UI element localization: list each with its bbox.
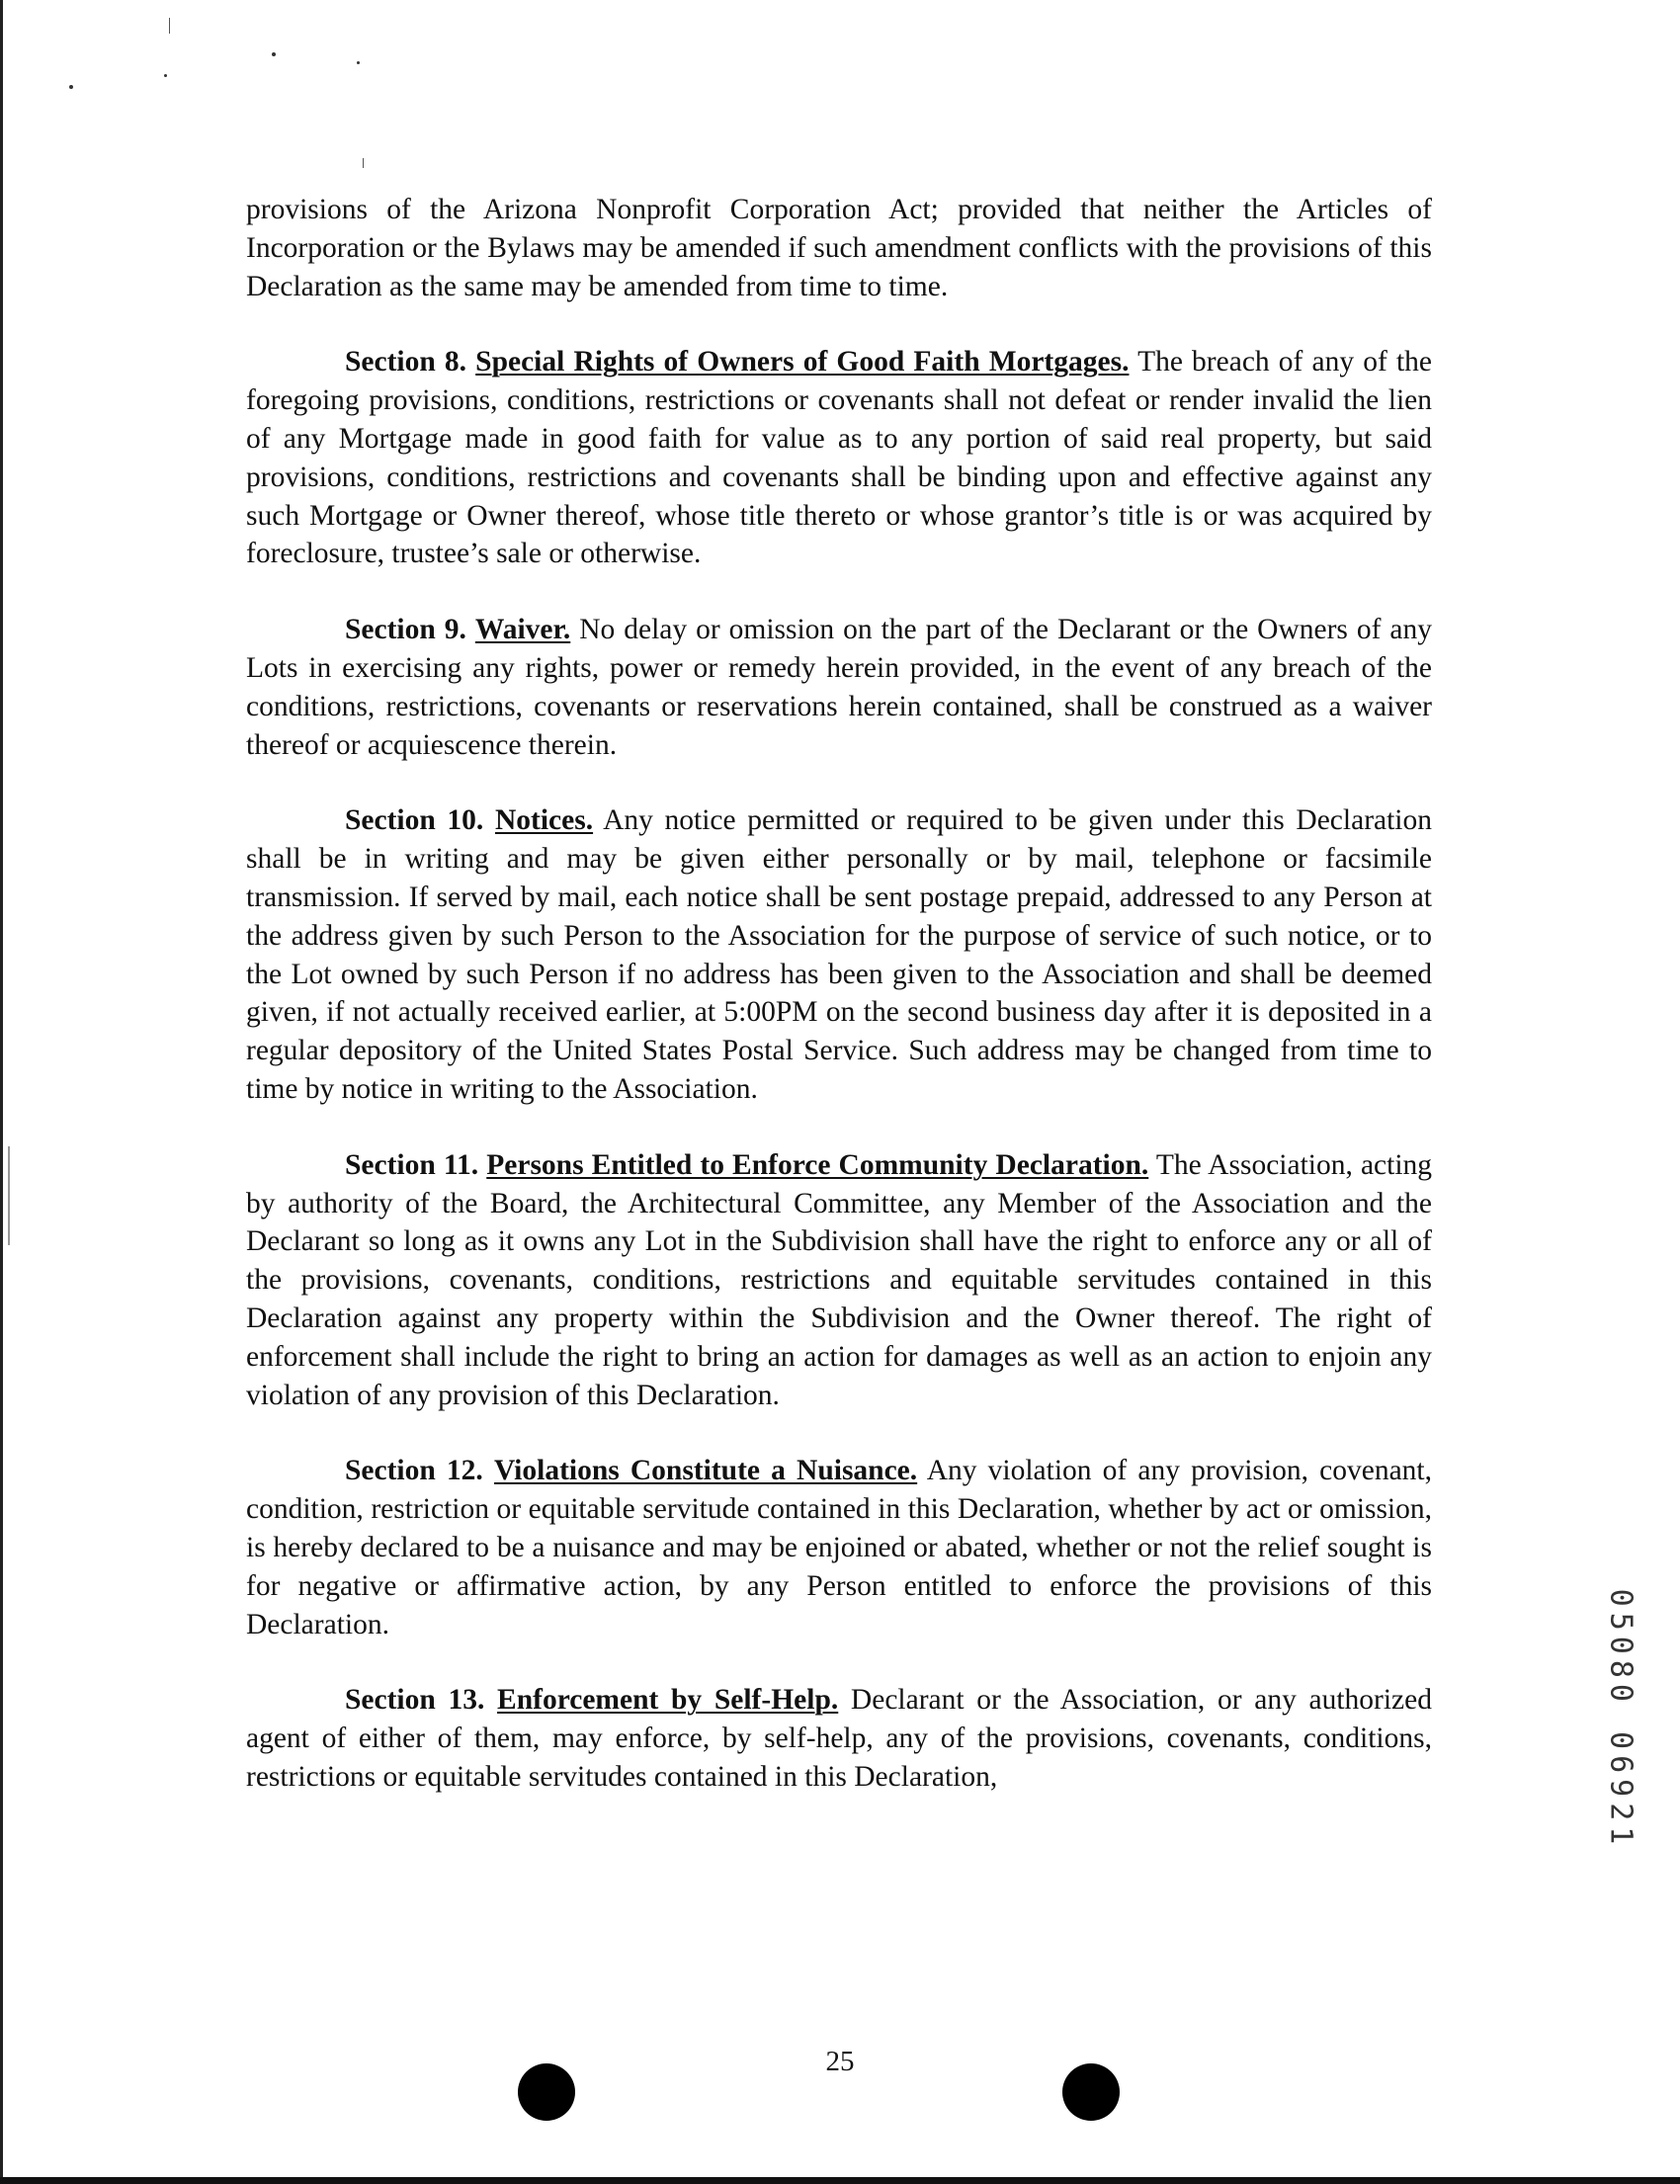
section-9	[246, 611, 1432, 764]
recording-number-stamp	[1603, 1588, 1638, 1851]
binder-hole-right	[1062, 2063, 1120, 2121]
continuation-paragraph: provisions of the Arizona Nonprofit Corporation Act; provided that neither the Articles of Incorporation or the Bylaws may be amended if such amendment conflicts with the provisions of this Declaration as the same may be amended from time to time.	[246, 194, 1432, 302]
section-body: The Association, acting by authority of the Board, the Architectural Committee, any Member of the Association and the Declarant so long as it owns any Lot in the Subdivision shall have the right to enforce any or all of the provisions, covenants, conditions, restrictions and equitable servitudes contained in this Declaration against any property within the Subdivision and the Owner thereof. The right of enforcement shall include the right to bring an action for damages as well as an action to enjoin any violation of any provision of this Declaration.	[246, 1148, 1433, 1411]
scan-mark	[8, 1146, 10, 1245]
recording-number-text: 05080 06921	[1603, 1588, 1638, 1851]
section-10	[246, 801, 1432, 1108]
section-title: Violations Constitute a Nuisance.	[493, 1455, 918, 1487]
section-label: Section 13.	[345, 1684, 485, 1717]
section-title: Enforcement by Self-Help.	[497, 1684, 839, 1717]
binder-hole-left	[518, 2063, 575, 2121]
section-label: Section 9.	[345, 614, 466, 646]
section-title: Special Rights of Owners of Good Faith Mortgages.	[475, 346, 1130, 378]
scan-mark	[363, 158, 364, 168]
section-label: Section 12.	[345, 1455, 483, 1487]
scan-speck	[272, 52, 276, 56]
section-title: Waiver.	[474, 614, 571, 646]
section-body: Declarant or the Association, or any authorized agent of either of them, may enforce, by self-help, any of the provisions, covenants, conditions, restrictions or equitable servitudes contained in this Declaration,	[246, 1684, 1432, 1793]
section-label: Section 11.	[345, 1148, 479, 1181]
section-8	[246, 343, 1432, 573]
section-label: Section 8.	[345, 346, 467, 378]
scan-bottom-border	[0, 2177, 1680, 2184]
section-12	[246, 1452, 1432, 1643]
section-label: Section 10.	[345, 804, 484, 837]
section-body: Any violation of any provision, covenant, condition, restriction or equitable servitude contained in this Declaration, whether by act or omission, is hereby declared to be a nuisance and may be enjoined or abated, whether or not the relief sought is for negative or affirmative action, by any Person entitled to enforce the provisions of this Declaration.	[246, 1455, 1432, 1640]
section-11	[246, 1146, 1432, 1415]
document-body	[246, 191, 1432, 1834]
page-number: 25	[825, 2046, 855, 2077]
scan-speck	[357, 61, 360, 64]
section-13	[246, 1681, 1432, 1796]
section-title: Notices.	[494, 804, 594, 837]
section-body: Any notice permitted or required to be given under this Declaration shall be in writing and may be given either personally or by mail, telephone or facsimile transmission. If served by mail, each notice shall be sent postage prepaid, addressed to any Person at the address given by such Person to the Association for the purpose of service of such notice, or to the Lot owned by such Person if no address has been given to the Association and shall be deemed given, if not actually received earlier, at 5:00PM on the second business day after it is deposited in a regular depository of the United States Postal Service. Such address may be changed from time to time by notice in writing to the Association.	[246, 804, 1433, 1105]
section-title: Persons Entitled to Enforce Community Declaration.	[486, 1148, 1149, 1181]
scan-mark	[169, 18, 170, 34]
section-body: No delay or omission on the part of the Declarant or the Owners of any Lots in exercising any rights, power or remedy herein provided, in the event of any breach of the conditions, restrictions, covenants or reservations herein contained, shall be construed as a waiver thereof or acquiescence therein.	[246, 614, 1432, 761]
scan-speck	[164, 74, 167, 77]
scan-speck	[69, 85, 73, 89]
section-body: The breach of any of the foregoing provisions, conditions, restrictions or covenants shall not defeat or render invalid the lien of any Mortgage made in good faith for value as to any portion of said real property, but said provisions, conditions, restrictions and covenants shall be binding upon and effective against any such Mortgage or Owner thereof, whose title thereto or whose grantor’s title is or was acquired by foreclosure, trustee’s sale or otherwise.	[246, 346, 1432, 570]
scan-left-border	[0, 0, 3, 2184]
